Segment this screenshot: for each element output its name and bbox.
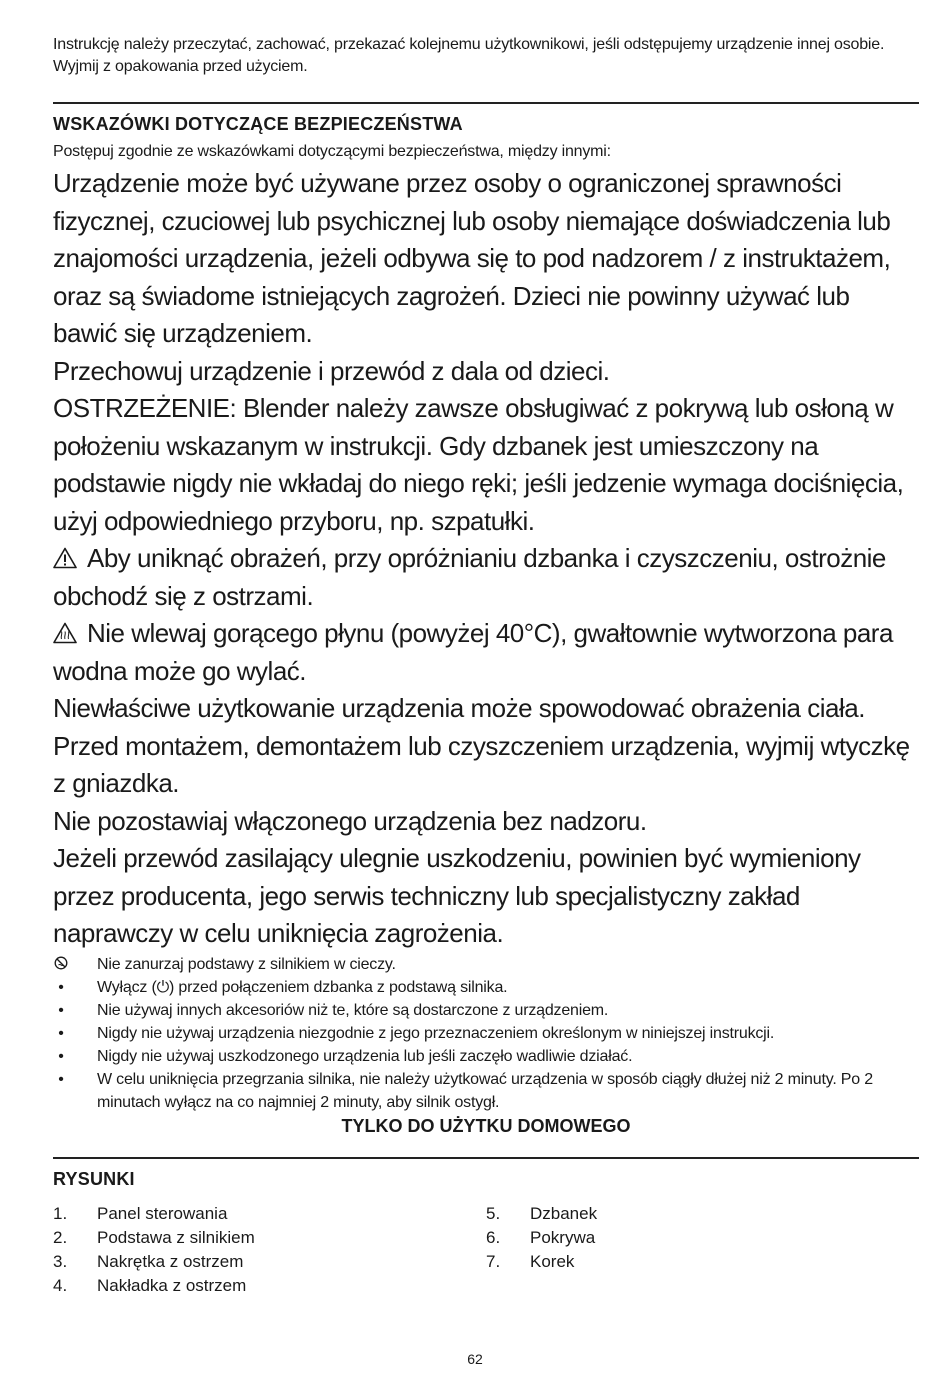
- figure-item: [53, 1250, 486, 1274]
- figures-column-left: [53, 1202, 486, 1298]
- figure-item: [486, 1250, 919, 1274]
- bullet-marker: •: [58, 1001, 64, 1019]
- safety-subheading: Postępuj zgodnie ze wskazówkami dotyczącymi bezpieczeństwa, między innymi:: [53, 143, 611, 160]
- bullet-text: Nie zanurzaj podstawy z silnikiem w cieczy.: [97, 955, 396, 973]
- bullet-marker: •: [58, 1070, 64, 1088]
- figure-number: 2.: [53, 1227, 68, 1247]
- hot-warning-text: Nie wlewaj gorącego płynu (powyżej 40°C), gwałtownie wytworzona para wodna może go wylać.: [53, 618, 893, 686]
- safety-paragraph: OSTRZEŻENIE: Blender należy zawsze obsługiwać z pokrywą lub osłoną w położeniu wskazanym w instrukcji. Gdy dzbanek jest umieszczony na podstawie nigdy nie wkładaj do niego ręki; jeśli jedzenie wymaga dociśnięcia, użyj odpowiedniego przyboru, np. szpatułki.: [53, 393, 904, 536]
- figure-number: 4.: [53, 1275, 68, 1295]
- figure-label: Pokrywa: [530, 1227, 596, 1247]
- figure-item: [53, 1202, 486, 1226]
- document-page: [53, 34, 919, 1298]
- safety-paragraph-hot: [53, 615, 919, 690]
- figure-item: [53, 1274, 486, 1298]
- figure-label: Podstawa z silnikiem: [97, 1227, 255, 1247]
- figure-label: Dzbanek: [530, 1203, 598, 1223]
- bullet-marker: •: [58, 1047, 64, 1065]
- safety-paragraph: Nie pozostawiaj włączonego urządzenia bez nadzoru.: [53, 805, 647, 836]
- safety-heading: WSKAZÓWKI DOTYCZĄCE BEZPIECZEŃSTWA: [53, 114, 463, 134]
- figure-number: 6.: [486, 1227, 501, 1247]
- list-item: [53, 976, 919, 999]
- figure-label: Nakrętka z ostrzem: [97, 1251, 244, 1271]
- section-divider: [53, 1157, 919, 1159]
- safety-paragraph: Niewłaściwe użytkowanie urządzenia może spowodować obrażenia ciała.: [53, 693, 865, 723]
- figure-label: Korek: [530, 1251, 575, 1271]
- bullet-marker: •: [58, 978, 64, 996]
- marker: [53, 953, 69, 976]
- list-item: [53, 1022, 919, 1045]
- safety-paragraphs: [53, 165, 919, 953]
- figures-heading: RYSUNKI: [53, 1168, 135, 1189]
- bullet-text: W celu uniknięcia przegrzania silnika, nie należy użytkować urządzenia w sposób ciągły dłużej niż 2 minuty. Po 2 minutach wyłącz na co najmniej 2 minuty, aby silnik ostygł.: [97, 1070, 873, 1111]
- prohibition-icon: [54, 956, 68, 970]
- figure-item: [486, 1202, 919, 1226]
- bullet-marker: •: [58, 1024, 64, 1042]
- figure-label: Nakładka z ostrzem: [97, 1275, 247, 1295]
- safety-paragraph-warning: [53, 540, 919, 615]
- figure-label: Panel sterowania: [97, 1203, 228, 1223]
- page-number: 62: [467, 1351, 483, 1367]
- bullet-text: Nie używaj innych akcesoriów niż te, które są dostarczone z urządzeniem.: [97, 1001, 609, 1019]
- figure-item: [53, 1226, 486, 1250]
- figures-column-right: [486, 1202, 919, 1298]
- intro-text: Instrukcję należy przeczytać, zachować, przekazać kolejnemu użytkownikowi, jeśli odstępujemy urządzenie innej osobie. Wyjmij z opakowania przed użyciem.: [53, 36, 885, 75]
- list-item: [53, 1068, 919, 1114]
- safety-paragraph: Urządzenie może być używane przez osoby o ograniczonej sprawności fizycznej, czuciowej lub psychicznej lub osoby niemające doświadczenia lub znajomości urządzenia, jeżeli odbywa się to pod nadzorem / z instruktażem, oraz są świadome istniejących zagrożeń. Dzieci nie powinny używać lub bawić się urządzeniem.: [53, 168, 891, 348]
- figure-number: 1.: [53, 1203, 68, 1223]
- figure-number: 3.: [53, 1251, 68, 1271]
- bullet-text: Wyłącz (⏻) przed połączeniem dzbanka z podstawą silnika.: [97, 978, 508, 996]
- figures-list: [53, 1202, 919, 1298]
- list-item: [53, 999, 919, 1022]
- figure-number: 5.: [486, 1203, 501, 1223]
- bullet-text: Nigdy nie używaj uszkodzonego urządzenia lub jeśli zaczęło wadliwie działać.: [97, 1047, 633, 1065]
- warning-triangle-icon: [53, 547, 77, 569]
- figure-item: [486, 1226, 919, 1250]
- bullet-text: Nigdy nie używaj urządzenia niezgodnie z jego przeznaczeniem określonym w niniejszej instrukcji.: [97, 1024, 775, 1042]
- safety-paragraph: Przechowuj urządzenie i przewód z dala od dzieci.: [53, 355, 610, 386]
- safety-paragraph: Jeżeli przewód zasilający ulegnie uszkodzeniu, powinien być wymieniony przez producenta, jego serwis techniczny lub specjalistyczny zakład naprawczy w celu uniknięcia zagrożenia.: [53, 843, 861, 948]
- list-item: [53, 1045, 919, 1068]
- figure-number: 7.: [486, 1251, 501, 1271]
- section-divider: [53, 102, 919, 104]
- warning-text: Aby uniknąć obrażeń, przy opróżnianiu dzbanka i czyszczeniu, ostrożnie obchodź się z ostrzami.: [53, 543, 886, 611]
- hot-surface-warning-icon: [53, 622, 77, 644]
- household-use-notice: TYLKO DO UŻYTKU DOMOWEGO: [341, 1115, 631, 1136]
- safety-bullet-list: [53, 953, 919, 1114]
- list-item: [53, 953, 919, 976]
- safety-paragraph: Przed montażem, demontażem lub czyszczeniem urządzenia, wyjmij wtyczkę z gniazdka.: [53, 730, 910, 798]
